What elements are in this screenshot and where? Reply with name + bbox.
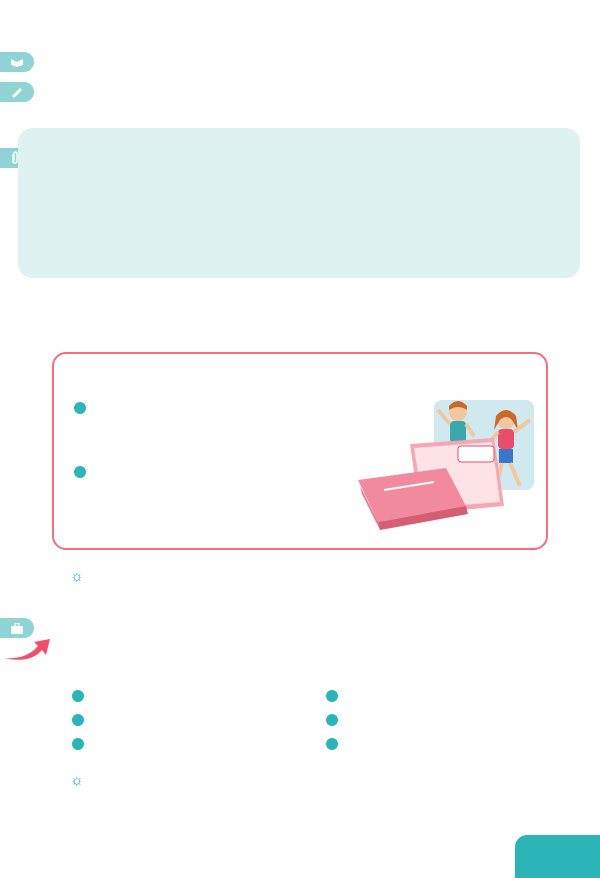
- kid-shirt: [498, 429, 514, 449]
- decorative-dashes-bottom: [0, 818, 600, 828]
- bullet-icon: [326, 714, 338, 726]
- kid-shirt: [450, 421, 466, 443]
- tip-box: [18, 128, 580, 278]
- direction-item: [72, 734, 98, 758]
- decorative-dots-top: [0, 10, 600, 24]
- direction-item: [326, 734, 352, 758]
- direction-item: [72, 686, 98, 710]
- bullet-icon: [74, 402, 86, 414]
- direction-item: [326, 710, 352, 734]
- books-and-kids-illustration: [354, 390, 544, 538]
- bullet-icon: [326, 690, 338, 702]
- page-number: [515, 835, 600, 878]
- bullet-icon: [72, 714, 84, 726]
- sun-icon: ☼: [70, 772, 84, 789]
- sun-icon: ☼: [70, 568, 84, 585]
- scalloped-edge: [52, 346, 548, 356]
- briefcase-icon: [0, 618, 34, 638]
- bullet-icon: [74, 466, 86, 478]
- kid-shorts: [499, 449, 513, 463]
- bullet-icon: [72, 738, 84, 750]
- direction-item: [326, 686, 352, 710]
- smart-examples-box: [52, 352, 548, 550]
- bullet-icon: [326, 738, 338, 750]
- direction-item: [72, 710, 98, 734]
- pencil-icon: [0, 82, 34, 102]
- bullet-icon: [72, 690, 84, 702]
- top-100-label: [458, 446, 494, 462]
- pink-arrow-icon: [2, 636, 52, 664]
- book-icon: [0, 52, 34, 72]
